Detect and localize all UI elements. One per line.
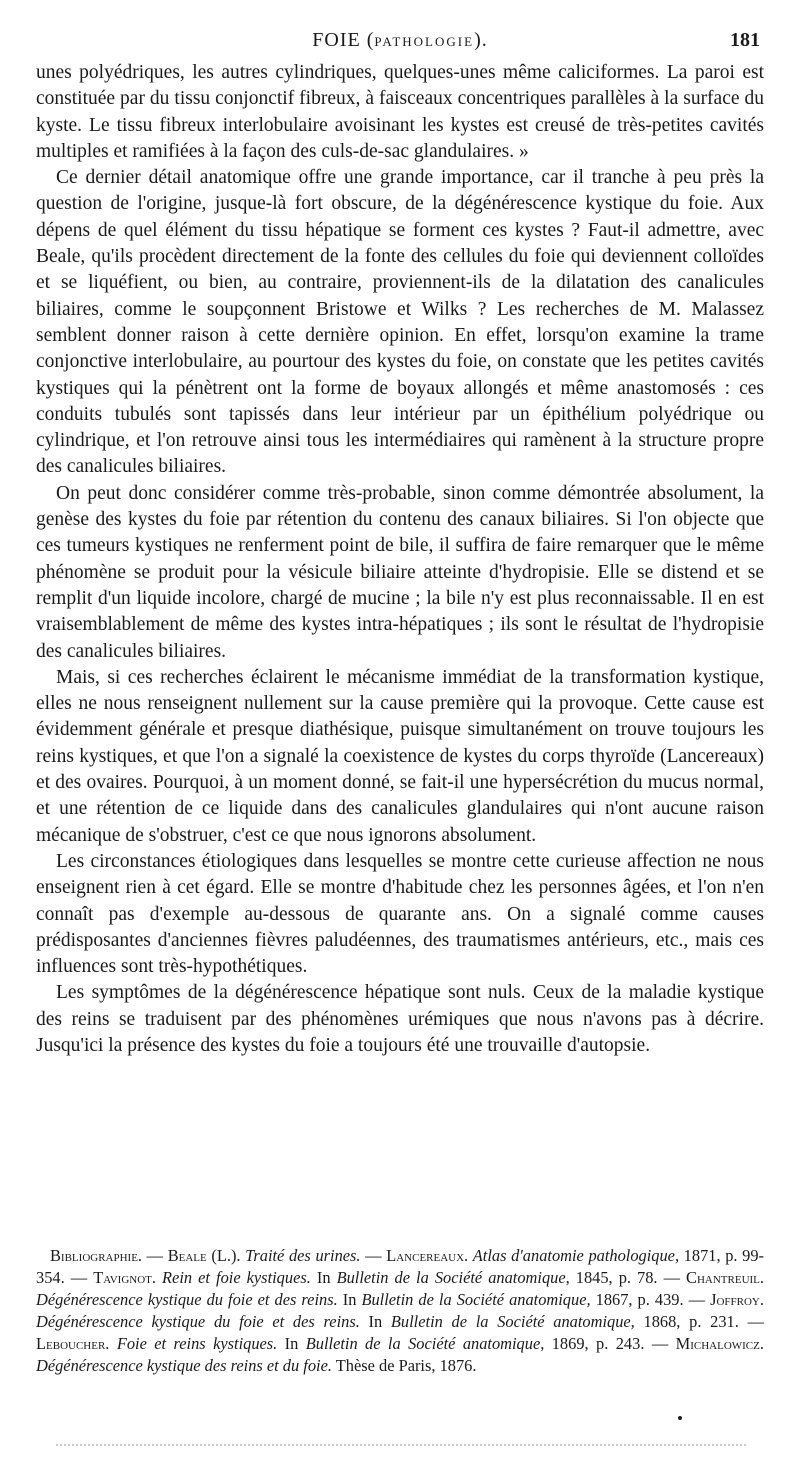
- bib-sep: —: [644, 1334, 676, 1353]
- bib-title: Bulletin de la Société anatomique,: [305, 1334, 545, 1353]
- bib-author: Chantreuil: [686, 1268, 760, 1287]
- bib-detail: 1871, p. 99-354.: [36, 1246, 764, 1287]
- bib-detail: In: [310, 1268, 337, 1287]
- paragraph: On peut donc considérer comme très-probable, sinon comme démontrée absolument, la genèse des kystes du foie par rétention du contenu des canaux biliaires. Si l'on objecte que ces tumeurs kystiques ne renferment point de bile, il suffira de faire remarquer que le même phénomène se produit pour la vésicule biliaire atteinte d'hydropisie. Elle se distend et se remplit d'un liquide incolore, chargé de mucine ; la bile n'y est plus reconnaissable. Il en est vraisemblablement de même des kystes intra-hépatiques ; ils sont le résultat de l'hydropisie des canalicules biliaires.: [36, 482, 764, 662]
- running-title-sub: PATHOLOGIE: [374, 34, 475, 49]
- bib-title: Bulletin de la Société anatomique,: [390, 1312, 635, 1331]
- bib-title: Atlas d'anatomie pathologique,: [472, 1246, 680, 1265]
- running-title-end: ).: [474, 29, 488, 51]
- page-header: [36, 28, 764, 52]
- bib-detail: 1869, p. 243.: [544, 1334, 645, 1353]
- paragraph: Les symptômes de la dégénérescence hépatique sont nuls. Ceux de la maladie kystique des reins se traduisent par des phénomènes urémiques que nous n'avons pas à décrire. Jusqu'ici la présence des kystes du foie a toujours été une trouvaille d'autopsie.: [36, 982, 764, 1056]
- paragraph: Ce dernier détail anatomique offre une grande importance, car il tranche à peu près la question de l'origine, jusque-là fort obscure, de la dégénérescence kystique du foie. Aux dépens de quel élément du tissu hépatique se forment ces kystes ? Faut-il admettre, avec Beale, qu'ils procèdent directement de la fonte des cellules du foie qui deviennent colloïdes et se liquéfient, ou bien, au contraire, proviennent-ils de la dilatation des canalicules biliaires, comme le soupçonnent Bristowe et Wilks ? Les recherches de M. Malassez semblent donner raison à cette dernière opinion. En effet, lorsqu'on examine la trame conjonctive interlobulaire, au pourtour des kystes du foie, on constate que les petites cavités kystiques qui la pénètrent ont la forme de boyaux allongés et même anastomosés : ces conduits tubulés sont tapissés dans leur intérieur par un épithélium polyédrique ou cylindrique, et l'on retrouve ainsi tous les intermédiaires qui ramènent à la structure propre des canalicules biliaires.: [36, 167, 764, 478]
- bib-detail: .: [105, 1334, 117, 1353]
- body-text: [36, 60, 764, 1059]
- running-title-main: FOIE (: [312, 29, 375, 51]
- bib-detail: .: [464, 1246, 473, 1265]
- bib-detail: .: [759, 1290, 764, 1309]
- bib-detail: .: [759, 1334, 764, 1353]
- bib-title: Dégénérescence kystique des reins et du foie.: [36, 1356, 332, 1375]
- bib-sep: —: [142, 1246, 168, 1265]
- bib-author: Beale: [167, 1246, 207, 1265]
- bib-detail: In: [337, 1290, 362, 1309]
- bib-title: Bulletin de la Société anatomique,: [361, 1290, 591, 1309]
- bib-author: Joffroy: [710, 1290, 760, 1309]
- bib-detail: .: [759, 1268, 765, 1287]
- bib-author: Michalowicz: [675, 1334, 760, 1353]
- bibliography: [36, 1245, 764, 1377]
- running-title: [36, 28, 764, 54]
- bib-title: Foie et reins kystiques.: [116, 1334, 278, 1353]
- paragraph: Les circonstances étiologiques dans lesquelles se montre cette curieuse affection ne nous enseignent rien à cet égard. Elle se montre d'habitude chez les personnes âgées, et l'on n'en connaît pas d'exemple au-dessous de quarante ans. On a signalé comme causes prédisposantes d'anciennes fièvres paludéennes, des traumatismes antérieurs, etc., mais ces influences sont très-hypothétiques.: [36, 850, 764, 978]
- page-number: 181: [730, 29, 760, 51]
- bib-detail: 1868, p. 231.: [634, 1312, 739, 1331]
- bib-detail: 1845, p. 78.: [569, 1268, 658, 1287]
- bibliography-heading: Bibliographie.: [50, 1246, 143, 1265]
- bib-author: Tavignot: [93, 1268, 152, 1287]
- paragraph: unes polyédriques, les autres cylindriques, quelques-unes même caliciformes. La paroi est constituée par du tissu conjonctif fibreux, à faisceaux concentriques parallèles à la surface du kyste. Le tissu fibreux interlobulaire avoisinant les kystes est creusé de très-petites cavités multiples et ramifiées à la façon des culs-de-sac glandulaires. »: [36, 62, 764, 162]
- bib-sep: —: [360, 1246, 387, 1265]
- paragraph: Mais, si ces recherches éclairent le mécanisme immédiat de la transformation kystique, elles ne nous renseignent nullement sur la cause première qui la provoque. Cette cause est évidemment générale et presque diathésique, puisque simultanément on trouve toujours les reins kystiques, et que l'on a signalé la coexistence de kystes du corps thyroïde (Lancereaux) et des ovaires. Pourquoi, à un moment donné, se fait-il une hypersécrétion du mucus normal, et une rétention de ce liquide dans des canalicules glandulaires qui n'ont aucune raison mécanique de s'obstruer, c'est ce que nous ignorons absolument.: [36, 666, 764, 846]
- bib-detail: Thèse de Paris, 1876.: [331, 1356, 477, 1375]
- bib-sep: —: [683, 1290, 711, 1309]
- bib-author: Leboucher: [36, 1334, 106, 1353]
- bib-detail: 1867, p. 439.: [590, 1290, 684, 1309]
- bib-detail: In: [359, 1312, 391, 1331]
- bleed-through-line: [56, 1444, 746, 1448]
- bib-sep: —: [657, 1268, 687, 1287]
- bib-detail: In: [277, 1334, 306, 1353]
- bib-sep: —: [64, 1268, 94, 1287]
- bib-sep: —: [738, 1312, 764, 1331]
- bib-author: Lancereaux: [386, 1246, 465, 1265]
- bib-title: Rein et foie kystiques.: [162, 1268, 311, 1287]
- bib-detail: .: [151, 1268, 163, 1287]
- ink-speck: [678, 1416, 682, 1420]
- bib-title: Bulletin de la Société anatomique,: [336, 1268, 570, 1287]
- bib-title: Dégénérescence kystique du foie et des reins.: [36, 1312, 360, 1331]
- bib-detail: (L.).: [206, 1246, 246, 1265]
- bib-title: Dégénérescence kystique du foie et des reins.: [36, 1290, 338, 1309]
- bib-title: Traité des urines.: [245, 1246, 361, 1265]
